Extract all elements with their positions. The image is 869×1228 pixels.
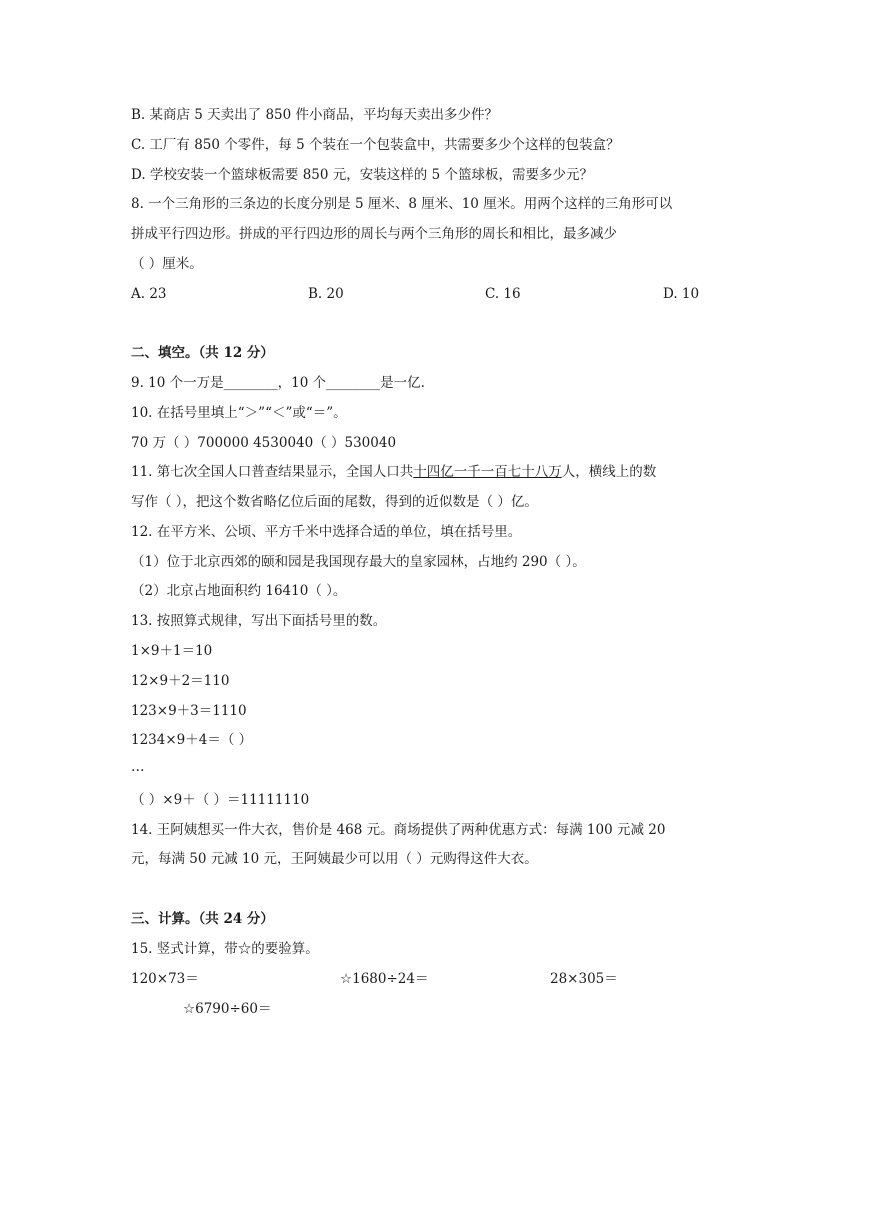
q15-calc-1: 120×73＝ xyxy=(131,971,199,987)
q13-eq-2: 12×9＋2＝110 xyxy=(131,673,230,689)
q8-line-3: （ ）厘米。 xyxy=(131,256,203,272)
q8-option-a: A. 23 xyxy=(131,286,167,302)
q11-text-before: 11. 第七次全国人口普查结果显示，全国人口共 xyxy=(131,464,414,480)
q8-option-c: C. 16 xyxy=(485,286,521,302)
q10-row: 70 万（ ）700000 4530040（ ）530040 xyxy=(131,435,397,451)
q12-stem: 12. 在平方米、公顷、平方千米中选择合适的单位，填在括号里。 xyxy=(131,524,522,540)
q9: 9. 10 个一万是________，10 个________是一亿. xyxy=(131,375,425,391)
q13-eq-last: （ ）×9＋（ ）＝11111110 xyxy=(131,792,310,808)
section-2-heading: 二、填空。（共 12 分） xyxy=(131,345,274,361)
q13-eq-3: 123×9＋3＝1110 xyxy=(131,703,247,719)
q12-part-1: （1）位于北京西郊的颐和园是我国现存最大的皇家园林，占地约 290（ ）。 xyxy=(131,554,586,570)
q15-calc-3: 28×305＝ xyxy=(550,971,618,987)
q8-option-b: B. 20 xyxy=(308,286,344,302)
q12-part-2: （2）北京占地面积约 16410（ ）。 xyxy=(131,583,347,599)
q13-ellipsis: … xyxy=(131,759,145,775)
q7-option-d: D. 学校安装一个篮球板需要 850 元，安装这样的 5 个篮球板，需要多少元？ xyxy=(131,167,593,183)
q15-stem: 15. 竖式计算，带☆的要验算。 xyxy=(131,941,319,957)
q11-line-2: 写作（ ），把这个数省略亿位后面的尾数，得到的近似数是（ ）亿。 xyxy=(131,494,538,510)
q13-eq-1: 1×9＋1＝10 xyxy=(131,643,213,659)
q11-line-1 xyxy=(131,463,656,481)
q14-line-1: 14. 王阿姨想买一件大衣，售价是 468 元。商场提供了两种优惠方式：每满 100 元减 20 xyxy=(131,822,666,838)
q8-option-d: D. 10 xyxy=(663,286,700,302)
q8-line-1: 8. 一个三角形的三条边的长度分别是 5 厘米、8 厘米、10 厘米。用两个这样的三角形可以 xyxy=(131,196,673,212)
section-3-heading: 三、计算。（共 24 分） xyxy=(131,911,274,927)
q13-eq-4: 1234×9＋4＝（ ） xyxy=(131,732,253,748)
q13-stem: 13. 按照算式规律，写出下面括号里的数。 xyxy=(131,613,387,629)
q11-text-after: 人，横线上的数 xyxy=(561,464,657,480)
q7-option-c: C. 工厂有 850 个零件，每 5 个装在一个包装盒中，共需要多少个这样的包装盒？ xyxy=(131,137,620,153)
q7-option-b: B. 某商店 5 天卖出了 850 件小商品，平均每天卖出多少件？ xyxy=(131,107,499,123)
q11-underlined-number: 十四亿一千一百七十八万 xyxy=(413,464,562,480)
q8-line-2: 拼成平行四边形。拼成的平行四边形的周长与两个三角形的周长和相比，最多减少 xyxy=(131,226,617,242)
q15-calc-2: ☆1680÷24＝ xyxy=(340,971,429,987)
q10-stem: 10. 在括号里填上“＞”“＜”或“＝”。 xyxy=(131,405,347,421)
q15-calc-4: ☆6790÷60＝ xyxy=(183,1001,272,1017)
q14-line-2: 元，每满 50 元减 10 元，王阿姨最少可以用（ ）元购得这件大衣。 xyxy=(131,851,538,867)
